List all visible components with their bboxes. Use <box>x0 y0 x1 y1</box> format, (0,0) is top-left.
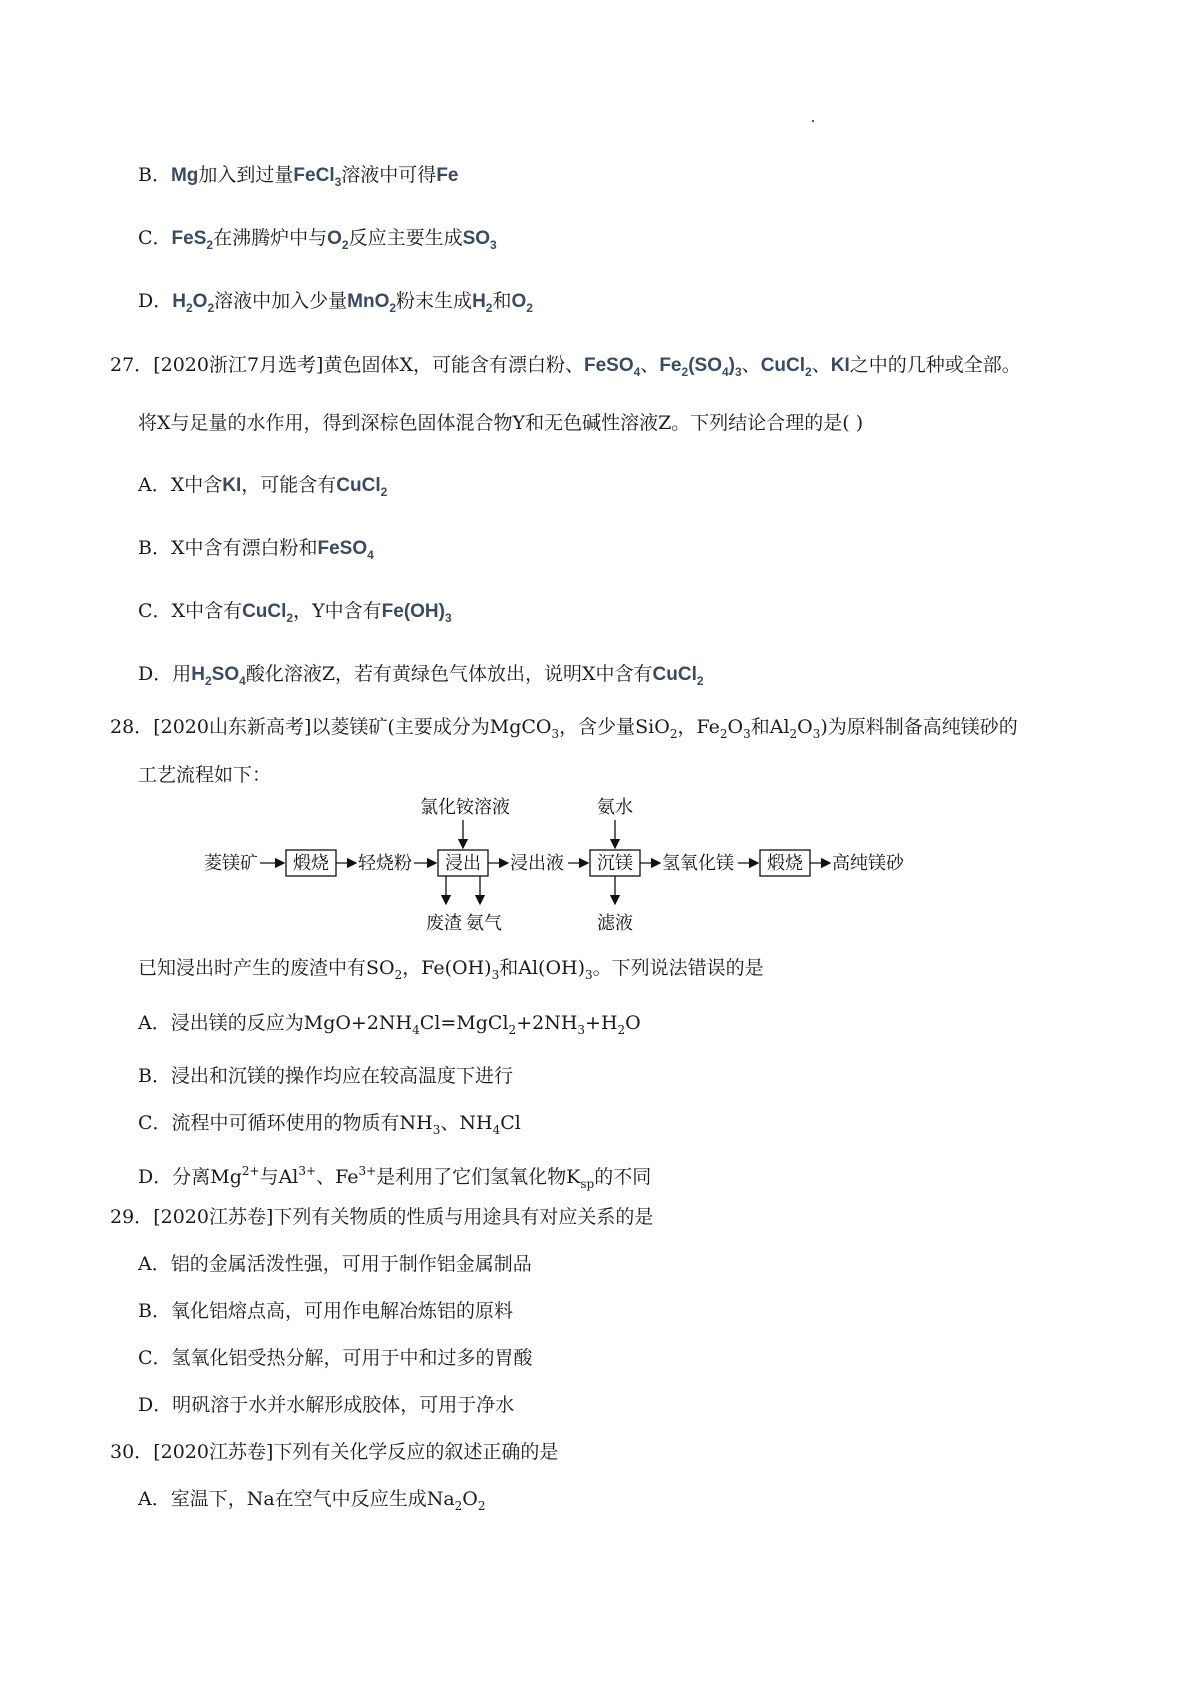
q26-option-b: B．Mg加入到过量FeCl$_3$溶液中可得Fe <box>138 164 459 189</box>
process-flow-diagram <box>200 795 1000 935</box>
q28-stem-line1: 28．[2020山东新高考]以菱镁矿(主要成分为MgCO$_3$，含少量SiO$_2$，$Fe_2O_3$和$Al_2O_3$)为原料制备高纯镁砂的 <box>110 716 1018 741</box>
q30-stem: 30．[2020江苏卷]下列有关化学反应的叙述正确的是 <box>110 1441 559 1463</box>
flow-box-calcine-1: 煅烧 <box>293 853 329 874</box>
q27-stem-line1: 27．[2020浙江7月选考]黄色固体X，可能含有漂白粉、FeSO$_4$、$Fe_2(SO_4)_3$、CuCl$_2$、KI之中的几种或全部。 <box>110 354 1021 379</box>
flow-box-calcine-2: 煅烧 <box>767 853 803 874</box>
flow-light-burned-powder: 轻烧粉 <box>358 853 412 874</box>
q30-option-a: A．室温下，Na在空气中反应生成$Na_2O_2$ <box>138 1488 486 1513</box>
q26-option-d: D．$H_2O_2$溶液中加入少量MnO$_2$粉末生成$H_2$和$O_2$ <box>138 290 533 315</box>
flow-ammonia-gas: 氨气 <box>466 913 502 934</box>
q29-option-c: C．氢氧化铝受热分解，可用于中和过多的胃酸 <box>138 1347 533 1369</box>
flow-magnesium-hydroxide: 氢氧化镁 <box>662 853 734 874</box>
flow-filtrate: 滤液 <box>597 913 633 934</box>
flow-box-leach: 浸出 <box>445 853 481 874</box>
flow-ammonium-chloride: 氯化铵溶液 <box>420 797 510 818</box>
q29-option-a: A．铝的金属活泼性强，可用于制作铝金属制品 <box>138 1253 532 1275</box>
q28-stem-line2: 工艺流程如下： <box>138 764 272 786</box>
q28-option-c: C．流程中可循环使用的物质有$NH_3$、$NH_4Cl$ <box>138 1112 521 1137</box>
q28-option-b: B．浸出和沉镁的操作均应在较高温度下进行 <box>138 1065 513 1087</box>
flow-ammonia-water: 氨水 <box>597 797 633 818</box>
flow-waste-residue: 废渣 <box>426 913 462 934</box>
q27-option-c: C．X中含有CuCl$_2$，Y中含有$Fe(OH)_3$ <box>138 600 452 625</box>
q28-option-d: D．分离$Mg^{2+}$与$Al^{3+}$、$Fe^{3+}$是利用了它们氢氧化物$K_{sp}$的不同 <box>138 1164 652 1191</box>
stray-dot <box>812 120 814 122</box>
q29-option-d: D．明矾溶于水并水解形成胶体，可用于净水 <box>138 1394 515 1416</box>
flow-end-label: 高纯镁砂 <box>832 853 904 874</box>
q26-option-c: C．FeS$_2$在沸腾炉中与$O_2$反应主要生成$SO_3$ <box>138 227 497 252</box>
q29-stem: 29．[2020江苏卷]下列有关物质的性质与用途具有对应关系的是 <box>110 1206 654 1228</box>
q27-option-b: B．X中含有漂白粉和FeSO$_4$ <box>138 537 374 562</box>
q29-option-b: B．氧化铝熔点高，可用作电解冶炼铝的原料 <box>138 1300 513 1322</box>
flow-start-label: 菱镁矿 <box>204 853 258 874</box>
q27-stem-line2: 将X与足量的水作用，得到深棕色固体混合物Y和无色碱性溶液Z。下列结论合理的是( ) <box>138 412 864 434</box>
q28-note: 已知浸出时产生的废渣中有$SO_2$，$Fe(OH)_3$和$Al(OH)_3$。下列说法错误的是 <box>138 957 764 982</box>
q28-option-a: A．浸出镁的反应为$MgO+2NH_4Cl=MgCl_2+2NH_3+H_2O$ <box>138 1012 641 1037</box>
flow-box-precipitate: 沉镁 <box>597 853 633 874</box>
flow-leachate: 浸出液 <box>510 853 564 874</box>
q27-option-a: A．X中含KI，可能含有CuCl$_2$ <box>138 474 388 499</box>
q27-option-d: D．用$H_2SO_4$酸化溶液Z，若有黄绿色气体放出，说明X中含有CuCl$_2$ <box>138 663 704 688</box>
